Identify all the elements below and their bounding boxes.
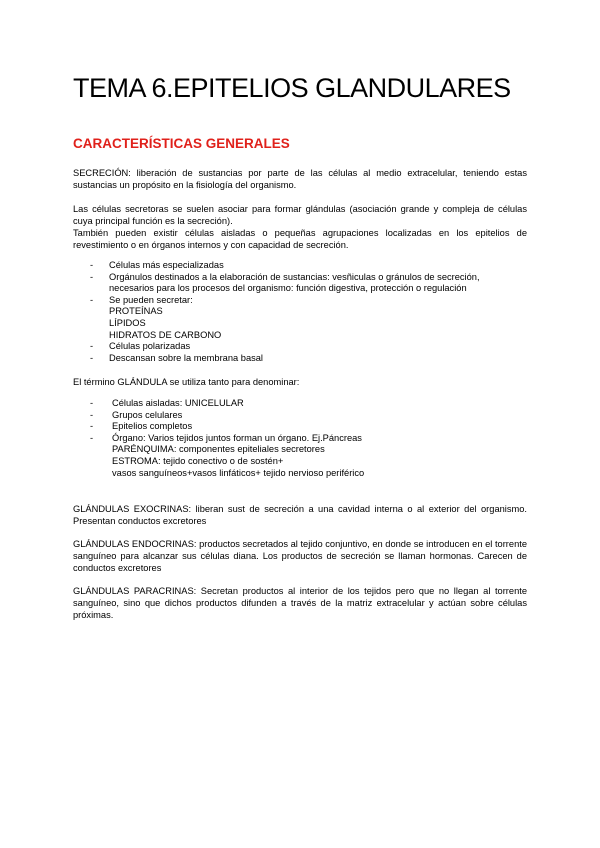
list-item: - Células aisladas: UNICELULAR	[90, 398, 527, 410]
sub-item: LÍPIDOS	[109, 317, 146, 328]
sub-item: PARÉNQUIMA: componentes epiteliales secretores	[112, 444, 325, 455]
document-title: TEMA 6.EPITELIOS GLANDULARES	[73, 73, 511, 103]
sub-item: ESTROMA: tejido conectivo o de sostén+	[112, 455, 284, 466]
list-item: - Órgano: Varios tejidos juntos forman un órgano. Ej.Páncreas PARÉNQUIMA: componentes epiteliales secretores ESTROMA: tejido conectivo o de sostén+ vasos sanguíneos+vasos linfáticos+ tejido nervioso periférico	[90, 433, 527, 479]
list-item: - Se pueden secretar: PROTEÍNAS LÍPIDOS HIDRATOS DE CARBONO	[90, 295, 527, 341]
paragraph-celulas-secretoras: Las células secretoras se suelen asociar para formar glándulas (asociación grande y compleja de células cuya principal función es la secreción).	[73, 204, 527, 227]
list-item: - Orgánulos destinados a la elaboración de sustancias: vesñiculas o gránulos de secreción, necesarios para los procesos del organismo: función digestiva, protección o regulación	[90, 272, 527, 295]
list-item: - Células polarizadas	[90, 341, 527, 353]
list-item: - Células más especializadas	[90, 260, 527, 272]
paragraph-endocrinas: GLÁNDULAS ENDOCRINAS: productos secretados al tejido conjuntivo, en donde se introducen en el torrente sanguíneo para alcanzar sus células diana. Los productos de secreción se llaman hormonas. Carecen de conductos excretores	[73, 539, 527, 574]
list-glandula	[90, 398, 527, 479]
sub-item: vasos sanguíneos+vasos linfáticos+ tejido nervioso periférico	[112, 467, 365, 478]
sub-item: PROTEÍNAS	[109, 306, 163, 317]
paragraph-termino-glandula: El término GLÁNDULA se utiliza tanto para denominar:	[73, 377, 300, 387]
list-item: - Descansan sobre la membrana basal	[90, 353, 527, 365]
paragraph-secrecion: SECRECIÓN: liberación de sustancias por parte de las células al medio extracelular, teniendo estas sustancias un propósito en la fisiología del organismo.	[73, 168, 527, 191]
list-item: - Epitelios completos	[90, 421, 527, 433]
paragraph-paracrinas: GLÁNDULAS PARACRINAS: Secretan productos al interior de los tejidos pero que no llegan al torrente sanguíneo, sino que dichos productos difunden a través de la matriz extracelular y actúan sobre células próximas.	[73, 586, 527, 621]
sub-item: HIDRATOS DE CARBONO	[109, 329, 222, 340]
list-item: - Grupos celulares	[90, 410, 527, 422]
section-heading: CARACTERÍSTICAS GENERALES	[73, 136, 290, 151]
paragraph-tambien: También pueden existir células aisladas o pequeñas agrupaciones localizadas en los epitelios de revestimiento o en órganos internos y con capacidad de secreción.	[73, 228, 527, 251]
list-caracteristicas	[90, 260, 527, 364]
paragraph-exocrinas: GLÁNDULAS EXOCRINAS: liberan sust de secreción a una cavidad interna o al exterior del organismo. Presentan conductos excretores	[73, 504, 527, 527]
